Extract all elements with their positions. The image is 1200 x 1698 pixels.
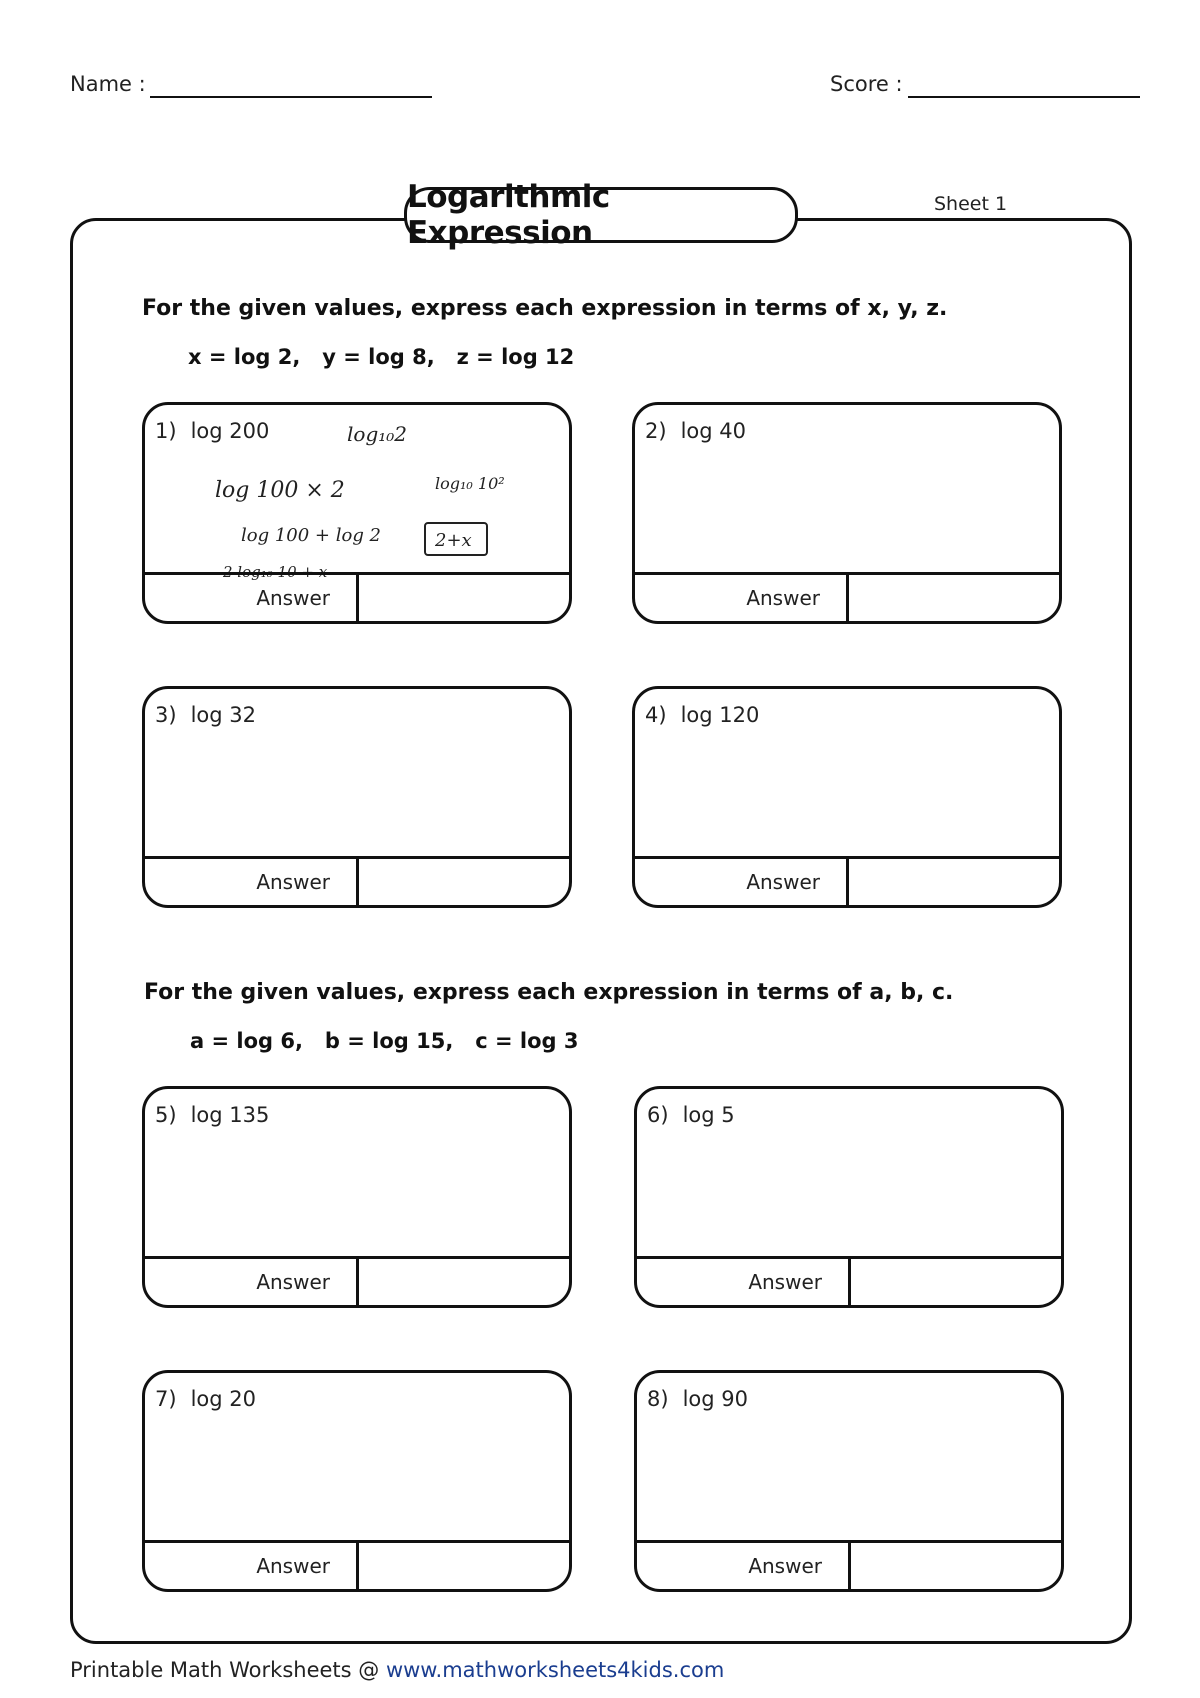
problem-5 [142, 1086, 572, 1308]
answer-bar [635, 572, 1059, 621]
answer-field[interactable] [851, 1543, 1061, 1589]
problem-2-question [645, 419, 746, 443]
problem-number: 5) [155, 1103, 177, 1127]
problem-8-question [647, 1387, 748, 1411]
problem-number: 7) [155, 1387, 177, 1411]
worksheet-title: Logarithmic Expression [404, 187, 798, 243]
answer-label: Answer [145, 575, 359, 621]
answer-bar [635, 856, 1059, 905]
answer-label: Answer [637, 1259, 851, 1305]
answer-label: Answer [145, 859, 359, 905]
problem-5-question [155, 1103, 269, 1127]
handwritten-line: log₁₀2 [347, 422, 407, 446]
problem-4-question [645, 703, 759, 727]
answer-field[interactable] [359, 1259, 569, 1305]
answer-bar [145, 856, 569, 905]
handwritten-line: 2+x [435, 530, 472, 551]
name-label: Name : [70, 72, 146, 96]
handwritten-line: log 100 × 2 [215, 478, 345, 503]
problem-expression: log 32 [190, 703, 256, 727]
handwritten-line: 2 log₁₀ 10 + x [223, 563, 328, 581]
answer-bar [145, 1256, 569, 1305]
problem-number: 8) [647, 1387, 669, 1411]
answer-label: Answer [635, 575, 849, 621]
score-input-line[interactable] [908, 96, 1140, 98]
answer-bar [145, 1540, 569, 1589]
problem-3-question [155, 703, 256, 727]
problem-8 [634, 1370, 1064, 1592]
section2-instruction: For the given values, express each expression in terms of a, b, c. [144, 980, 954, 1005]
answer-field[interactable] [849, 859, 1059, 905]
answer-label: Answer [145, 1543, 359, 1589]
answer-label: Answer [637, 1543, 851, 1589]
name-input-line[interactable] [150, 96, 432, 98]
answer-label: Answer [635, 859, 849, 905]
section2-values: a = log 6, b = log 15, c = log 3 [190, 1029, 579, 1053]
answer-field[interactable] [359, 575, 569, 621]
problem-expression: log 5 [682, 1103, 735, 1127]
footer [70, 1658, 724, 1682]
footer-text: Printable Math Worksheets @ [70, 1658, 386, 1682]
answer-bar [145, 572, 569, 621]
problem-expression: log 40 [680, 419, 746, 443]
answer-bar [637, 1540, 1061, 1589]
problem-number: 4) [645, 703, 667, 727]
section1-values: x = log 2, y = log 8, z = log 12 [188, 345, 575, 369]
answer-field[interactable] [851, 1259, 1061, 1305]
footer-link[interactable]: www.mathworksheets4kids.com [385, 1658, 725, 1682]
section1-instruction: For the given values, express each expression in terms of x, y, z. [142, 296, 948, 321]
problem-2 [632, 402, 1062, 624]
handwritten-line: log₁₀ 10² [435, 474, 505, 493]
problem-7-question [155, 1387, 256, 1411]
problem-7 [142, 1370, 572, 1592]
problem-expression: log 20 [190, 1387, 256, 1411]
problem-number: 1) [155, 419, 177, 443]
problem-expression: log 135 [190, 1103, 270, 1127]
problem-3 [142, 686, 572, 908]
problem-number: 3) [155, 703, 177, 727]
answer-field[interactable] [849, 575, 1059, 621]
handwritten-work [145, 405, 569, 581]
answer-field[interactable] [359, 1543, 569, 1589]
answer-bar [637, 1256, 1061, 1305]
problem-4 [632, 686, 1062, 908]
problem-6-question [647, 1103, 735, 1127]
answer-field[interactable] [359, 859, 569, 905]
score-label: Score : [830, 72, 903, 96]
problem-expression: log 120 [680, 703, 760, 727]
problem-6 [634, 1086, 1064, 1308]
problem-expression: log 200 [190, 419, 270, 443]
problem-number: 2) [645, 419, 667, 443]
problem-1 [142, 402, 572, 624]
sheet-label: Sheet 1 [934, 193, 1008, 215]
answer-label: Answer [145, 1259, 359, 1305]
handwritten-line: log 100 + log 2 [241, 525, 382, 546]
problem-expression: log 90 [682, 1387, 748, 1411]
problem-number: 6) [647, 1103, 669, 1127]
